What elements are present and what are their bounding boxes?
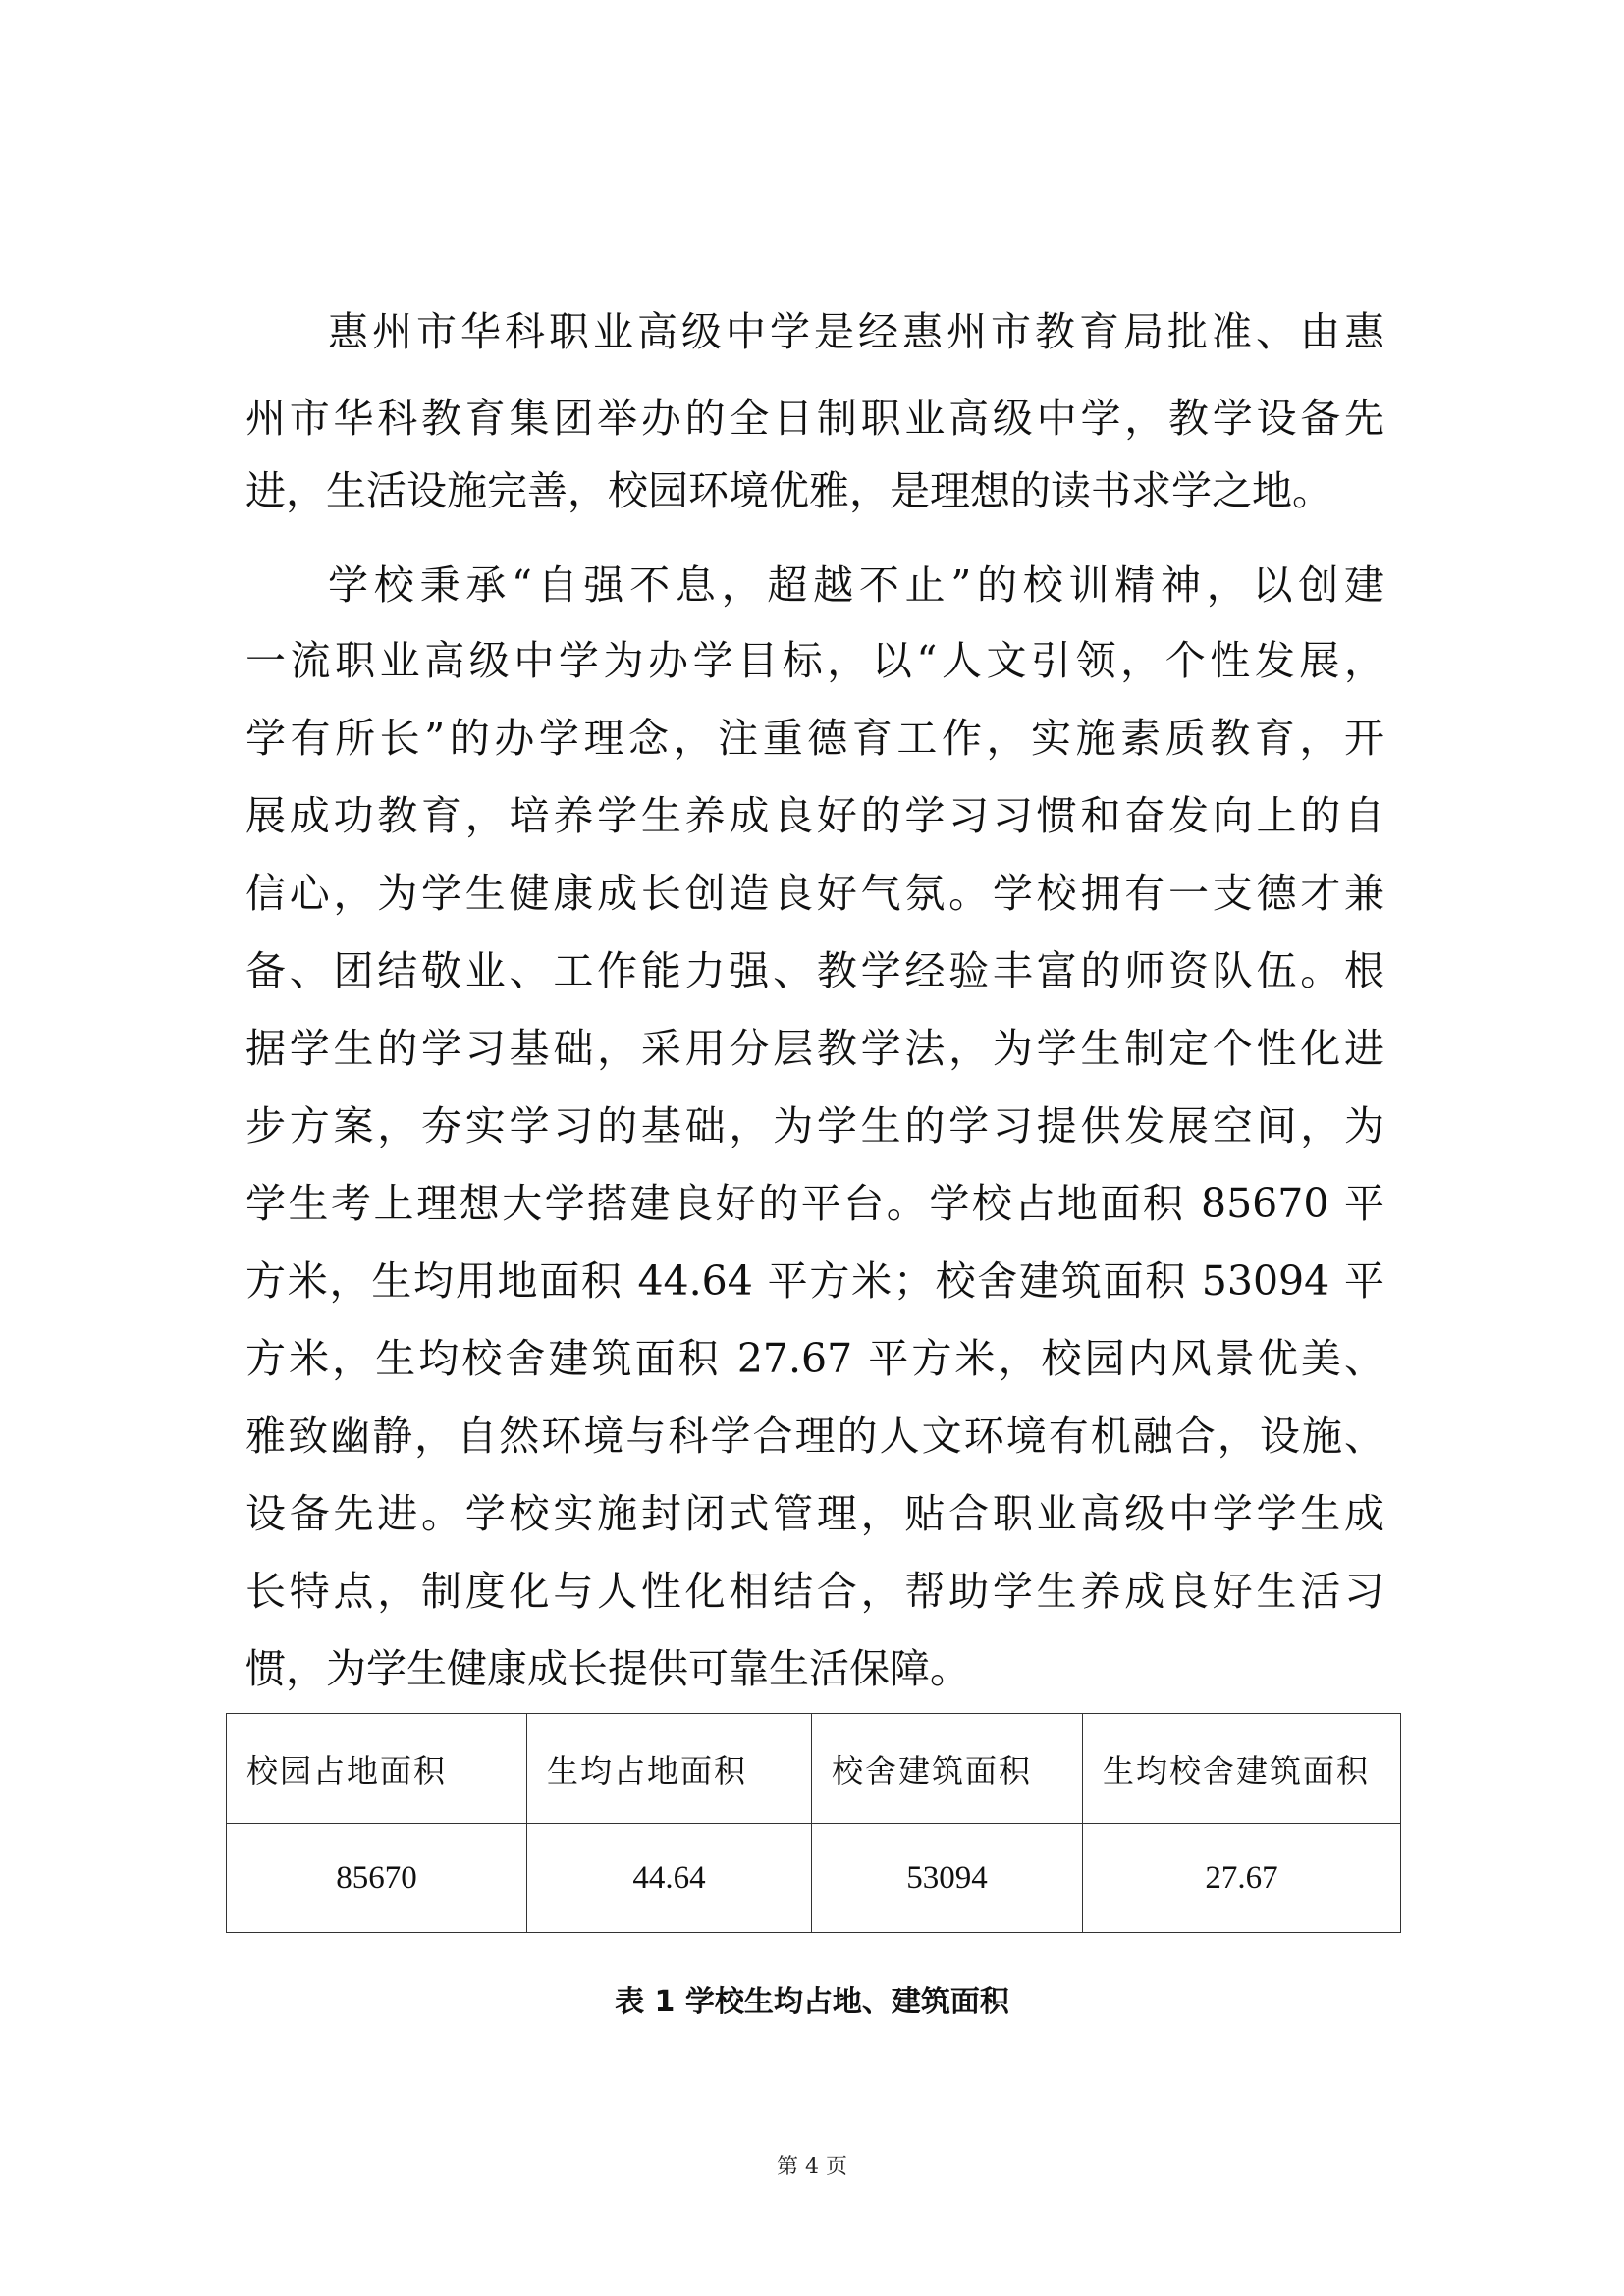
paragraph-line: 惠州市华科职业高级中学是经惠州市教育局批准、由惠 bbox=[328, 308, 1384, 355]
paragraph-line: 长特点，制度化与人性化相结合，帮助学生养成良好生活习 bbox=[245, 1568, 1384, 1615]
table-header-cell: 生均占地面积 bbox=[527, 1714, 812, 1824]
paragraph-line: 惯，为学生健康成长提供可靠生活保障。 bbox=[245, 1645, 970, 1692]
paragraph-line: 学有所长”的办学理念，注重德育工作，实施素质教育，开 bbox=[245, 715, 1384, 762]
paragraph-line: 信心，为学生健康成长创造良好气氛。学校拥有一支德才兼 bbox=[245, 870, 1384, 917]
table-cell: 85670 bbox=[227, 1824, 527, 1933]
paragraph-line: 一流职业高级中学为办学目标，以“人文引领，个性发展， bbox=[245, 637, 1384, 684]
table-header-cell: 校舍建筑面积 bbox=[812, 1714, 1083, 1824]
paragraph-line: 州市华科教育集团举办的全日制职业高级中学，教学设备先 bbox=[245, 395, 1384, 442]
table-header-cell: 生均校舍建筑面积 bbox=[1083, 1714, 1401, 1824]
paragraph-line: 学校秉承“自强不息，超越不止”的校训精神，以创建 bbox=[328, 561, 1384, 609]
paragraph-line: 方米，生均用地面积 44.64 平方米；校舍建筑面积 53094 平 bbox=[245, 1257, 1384, 1305]
table-header-row bbox=[227, 1714, 1401, 1824]
table-row bbox=[227, 1824, 1401, 1933]
table-header-cell: 校园占地面积 bbox=[227, 1714, 527, 1824]
table-cell: 53094 bbox=[812, 1824, 1083, 1933]
paragraph-line: 学生考上理想大学搭建良好的平台。学校占地面积 85670 平 bbox=[245, 1180, 1384, 1227]
paragraph-line: 设备先进。学校实施封闭式管理，贴合职业高级中学学生成 bbox=[245, 1490, 1384, 1537]
paragraph-line: 据学生的学习基础，采用分层教学法，为学生制定个性化进 bbox=[245, 1025, 1384, 1072]
table-caption: 表 1 学校生均占地、建筑面积 bbox=[615, 1985, 1009, 2019]
area-table bbox=[226, 1713, 1401, 1933]
paragraph-line: 备、团结敬业、工作能力强、教学经验丰富的师资队伍。根 bbox=[245, 947, 1384, 994]
table-cell: 27.67 bbox=[1083, 1824, 1401, 1933]
paragraph-line: 进，生活设施完善，校园环境优雅，是理想的读书求学之地。 bbox=[245, 467, 1332, 514]
paragraph-line: 步方案，夯实学习的基础，为学生的学习提供发展空间，为 bbox=[245, 1102, 1384, 1149]
paragraph-line: 展成功教育，培养学生养成良好的学习习惯和奋发向上的自 bbox=[245, 792, 1384, 839]
page-number: 第 4 页 bbox=[777, 2155, 847, 2179]
paragraph-line: 雅致幽静，自然环境与科学合理的人文环境有机融合，设施、 bbox=[245, 1413, 1384, 1460]
paragraph-line: 方米，生均校舍建筑面积 27.67 平方米，校园内风景优美、 bbox=[245, 1335, 1384, 1382]
table-cell: 44.64 bbox=[527, 1824, 812, 1933]
